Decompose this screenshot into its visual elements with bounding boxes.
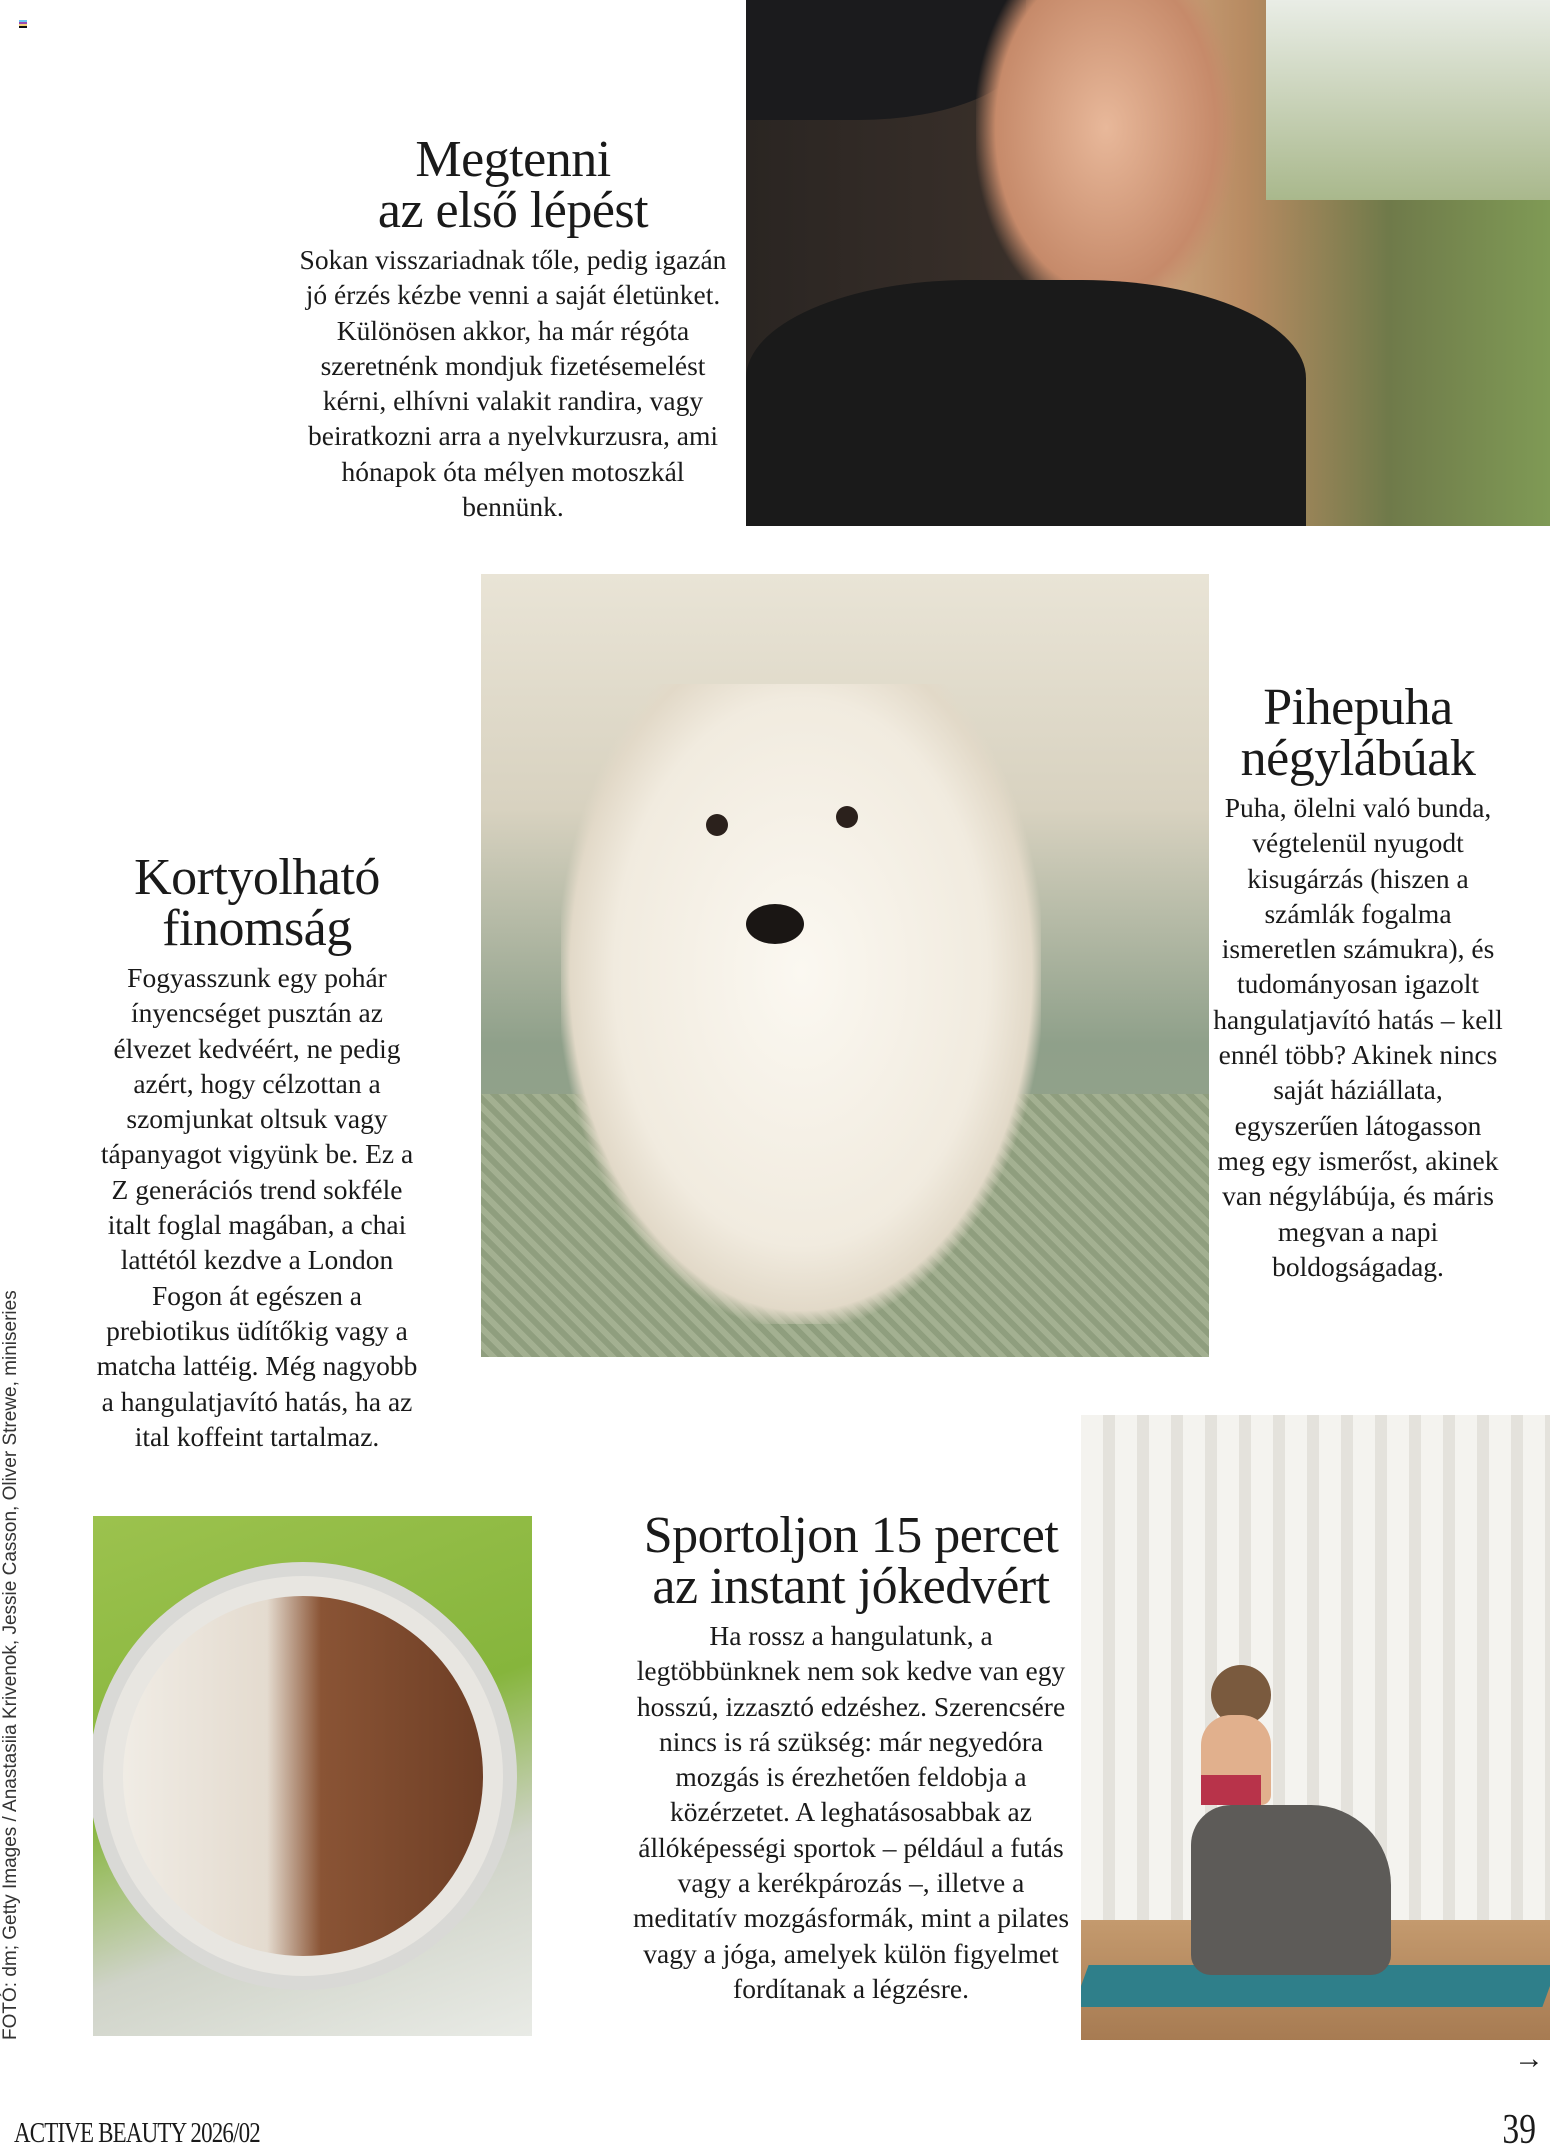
title-line: finomság xyxy=(162,900,352,957)
article-body: Ha rossz a hangulatunk, a legtöbbünknek nem sok kedve van egy hosszú, izzasztó edzéshez. Szerencsére nincs is rá szükség: már negyedóra mozgás is érezhetően feldobja a közérzetet. A leghatásosabbak az állóképességi sportok – például a futás vagy a kerékpározás –, illetve a meditatív mozgásformák, mint a pilates vagy a jóga, amelyek külön figyelmet fordítanak a légzésre. xyxy=(632,1620,1070,2004)
article-title xyxy=(92,849,422,957)
print-color-marks xyxy=(19,20,27,28)
title-line: négylábúak xyxy=(1240,730,1476,787)
latte-photo xyxy=(93,1516,532,2036)
puppy-photo xyxy=(481,574,1209,1357)
article-body: Fogyasszunk egy pohár ínyencséget pusztán az élvezet kedvéért, ne pedig azért, hogy célzottan a szomjunkat oltsuk vagy tápanyagot vigyünk be. Ez a Z generációs trend sokféle italt foglal magában, a chai lattétól kezdve a London Fogon át egészen a prebiotikus üdítőkig vagy a matcha lattéig. Még nagyobb a hangulatjavító hatás, ha az ital koffeint tartalmaz. xyxy=(96,962,418,1452)
article-pets xyxy=(1212,679,1504,1284)
article-body: Puha, ölelni való bunda, végtelenül nyugodt kisugárzás (hiszen a számlák fogalma ismeretlen számukra), és tudományosan igazolt hangulatjavító hatás – kell ennél több? Akinek nincs saját háziállata, egyszerűen látogasson meg egy ismerőst, akinek van négylábúja, és máris megvan a napi boldogságadag. xyxy=(1213,792,1503,1282)
article-sport xyxy=(628,1507,1074,2006)
title-line: Kortyolható xyxy=(134,849,380,906)
magazine-issue: ACTIVE BEAUTY 2026/02 xyxy=(14,2118,260,2149)
article-title xyxy=(292,131,734,239)
article-drinks xyxy=(92,849,422,1454)
article-body: Sokan visszariadnak tőle, pedig igazán jó érzés kézbe venni a saját életünket. Különösen akkor, ha már régóta szeretnénk mondjuk fizetésemelést kérni, elhívni valakit randira, vagy beiratkozni arra a nyelvkurzusra, ami hónapok óta mélyen motoszkál bennünk. xyxy=(299,244,727,523)
title-line: az első lépést xyxy=(377,182,649,239)
yoga-photo xyxy=(1081,1415,1550,2040)
photo-credit: FOTÓ: dm; Getty Images / Anastasiia Krivenok, Jessie Casson, Oliver Strewe, miniseries xyxy=(0,1290,21,2040)
article-title xyxy=(1212,679,1504,787)
article-title xyxy=(628,1507,1074,1615)
page-number: 39 xyxy=(1502,2107,1536,2153)
article-first-step xyxy=(292,131,734,524)
title-line: Megtenni xyxy=(415,131,611,188)
arrow-right-icon[interactable]: → xyxy=(1514,2042,1544,2075)
title-line: Pihepuha xyxy=(1263,679,1453,736)
couple-photo xyxy=(746,0,1550,526)
title-line: Sportoljon 15 percet xyxy=(643,1507,1059,1564)
title-line: az instant jókedvért xyxy=(652,1558,1050,1615)
